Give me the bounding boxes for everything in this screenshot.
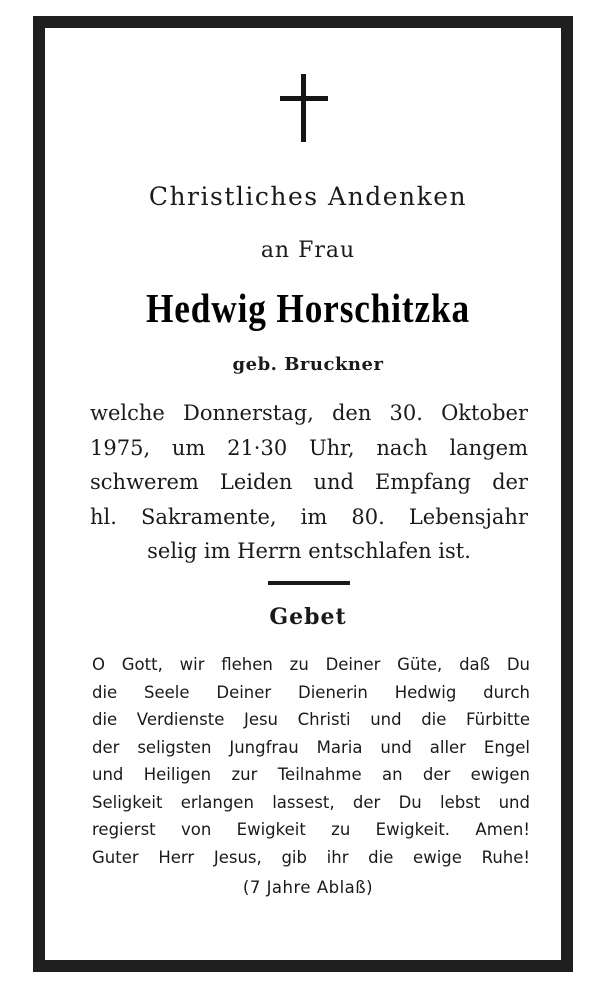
section-divider: [268, 581, 350, 585]
maiden-name: geb. Bruckner: [232, 354, 384, 375]
prayer-line: die Verdienste Jesu Christi und die Fürbitte: [92, 710, 530, 729]
prayer-line: regierst von Ewigkeit zu Ewigkeit. Amen!: [92, 820, 530, 839]
death-notice-text: [90, 396, 528, 569]
card-title: Christliches Andenken: [148, 182, 468, 211]
notice-line: hl. Sakramente, im 80. Lebensjahr: [90, 504, 528, 529]
notice-line: selig im Herrn entschlafen ist.: [147, 539, 471, 563]
prayer-line: und Heiligen zur Teilnahme an der ewigen: [92, 765, 530, 784]
prayer-line: O Gott, wir flehen zu Deiner Güte, daß Du: [92, 655, 530, 674]
deceased-name: Hedwig Horschitzka: [145, 285, 470, 331]
notice-line: 1975, um 21·30 Uhr, nach langem: [90, 435, 528, 460]
prayer-heading: Gebet: [269, 604, 347, 630]
prayer-line: der seligsten Jungfrau Maria und aller Engel: [92, 737, 530, 757]
cross-icon: [280, 74, 330, 144]
prayer-line: Guter Herr Jesus, gib ihr die ewige Ruhe!: [92, 847, 530, 867]
indulgence-note: (7 Jahre Ablaß): [242, 878, 374, 897]
notice-line: schwerem Leiden und Empfang der: [90, 470, 528, 494]
prayer-text: [92, 651, 530, 871]
notice-line: welche Donnerstag, den 30. Oktober: [90, 401, 528, 425]
prayer-line: Seligkeit erlangen lassest, der Du lebst und: [92, 792, 530, 812]
dedication-line: an Frau: [260, 238, 356, 263]
prayer-line: die Seele Deiner Dienerin Hedwig durch: [92, 682, 530, 702]
